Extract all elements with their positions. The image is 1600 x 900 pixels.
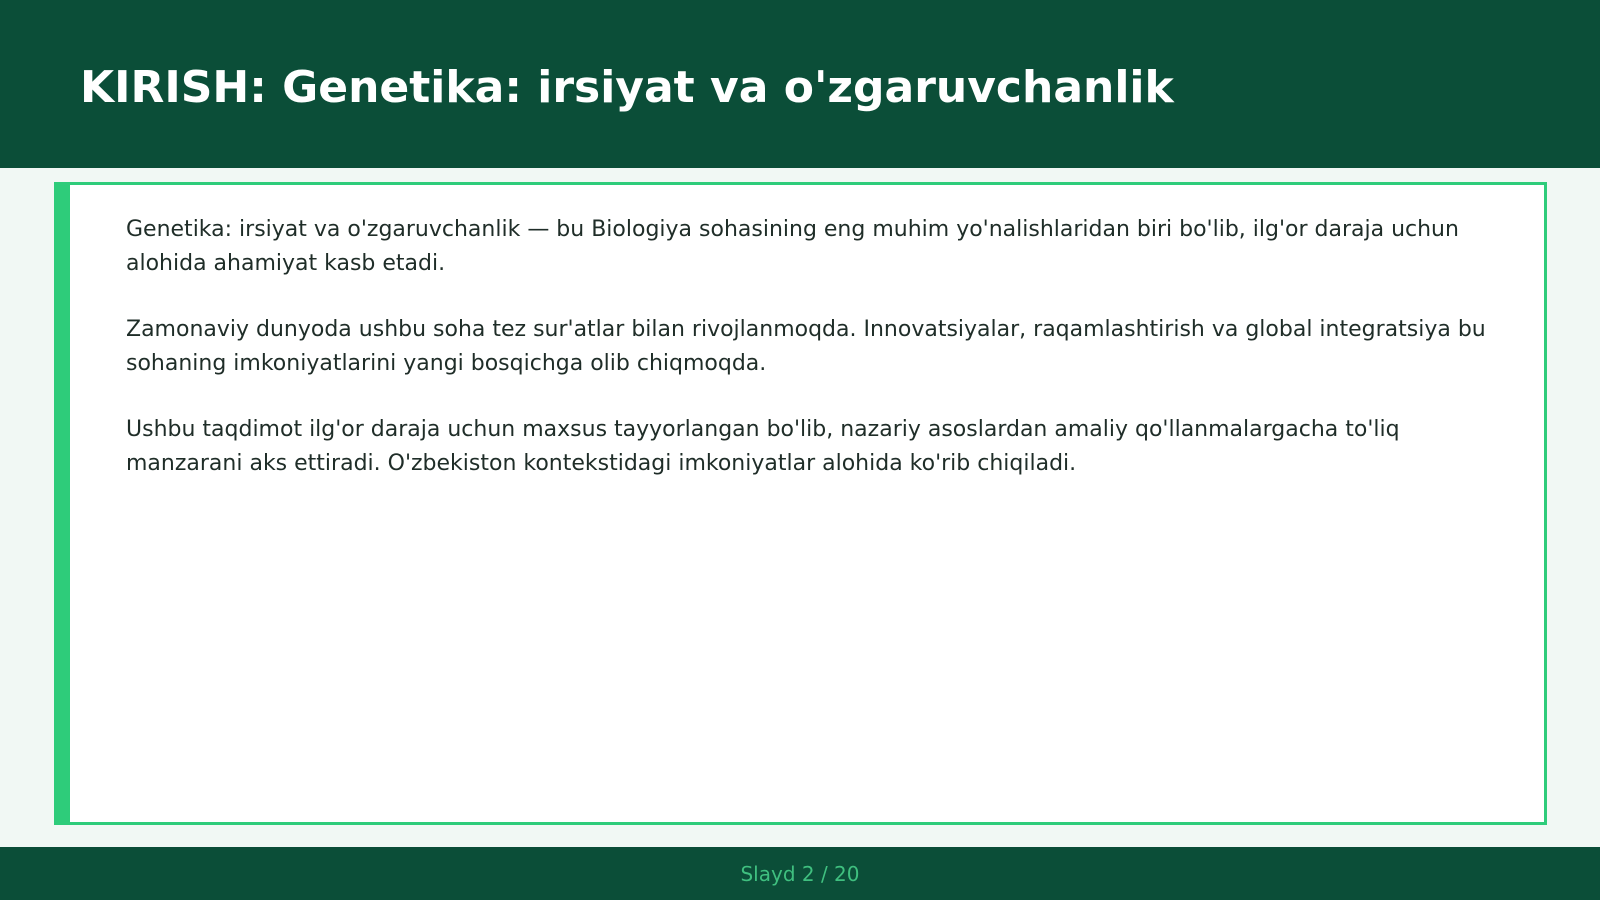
content-card <box>54 182 1547 825</box>
slide-header <box>0 0 1600 168</box>
slide-counter: Slayd 2 / 20 <box>740 862 860 886</box>
content-body <box>126 213 1516 513</box>
paragraph-introduction: Genetika: irsiyat va o'zgaruvchanlik — bu Biologiya sohasining eng muhim yo'nalishlaridan biri bo'lib, ilg'or daraja uchun alohida ahamiyat kasb etadi. <box>126 217 1459 276</box>
slide-title: KIRISH: Genetika: irsiyat va o'zgaruvchanlik <box>80 62 1174 113</box>
slide-footer <box>0 847 1600 900</box>
paragraph-presentation-purpose: Ushbu taqdimot ilg'or daraja uchun maxsus tayyorlangan bo'lib, nazariy asoslardan amaliy qo'llanmalargacha to'liq manzarani aks ettiradi. O'zbekiston kontekstidagi imkoniyatlar alohida ko'rib chiqiladi. <box>126 417 1400 476</box>
paragraph-modern-development: Zamonaviy dunyoda ushbu soha tez sur'atlar bilan rivojlanmoqda. Innovatsiyalar, raqamlashtirish va global integratsiya bu sohaning imkoniyatlarini yangi bosqichga olib chiqmoqda. <box>126 317 1486 376</box>
